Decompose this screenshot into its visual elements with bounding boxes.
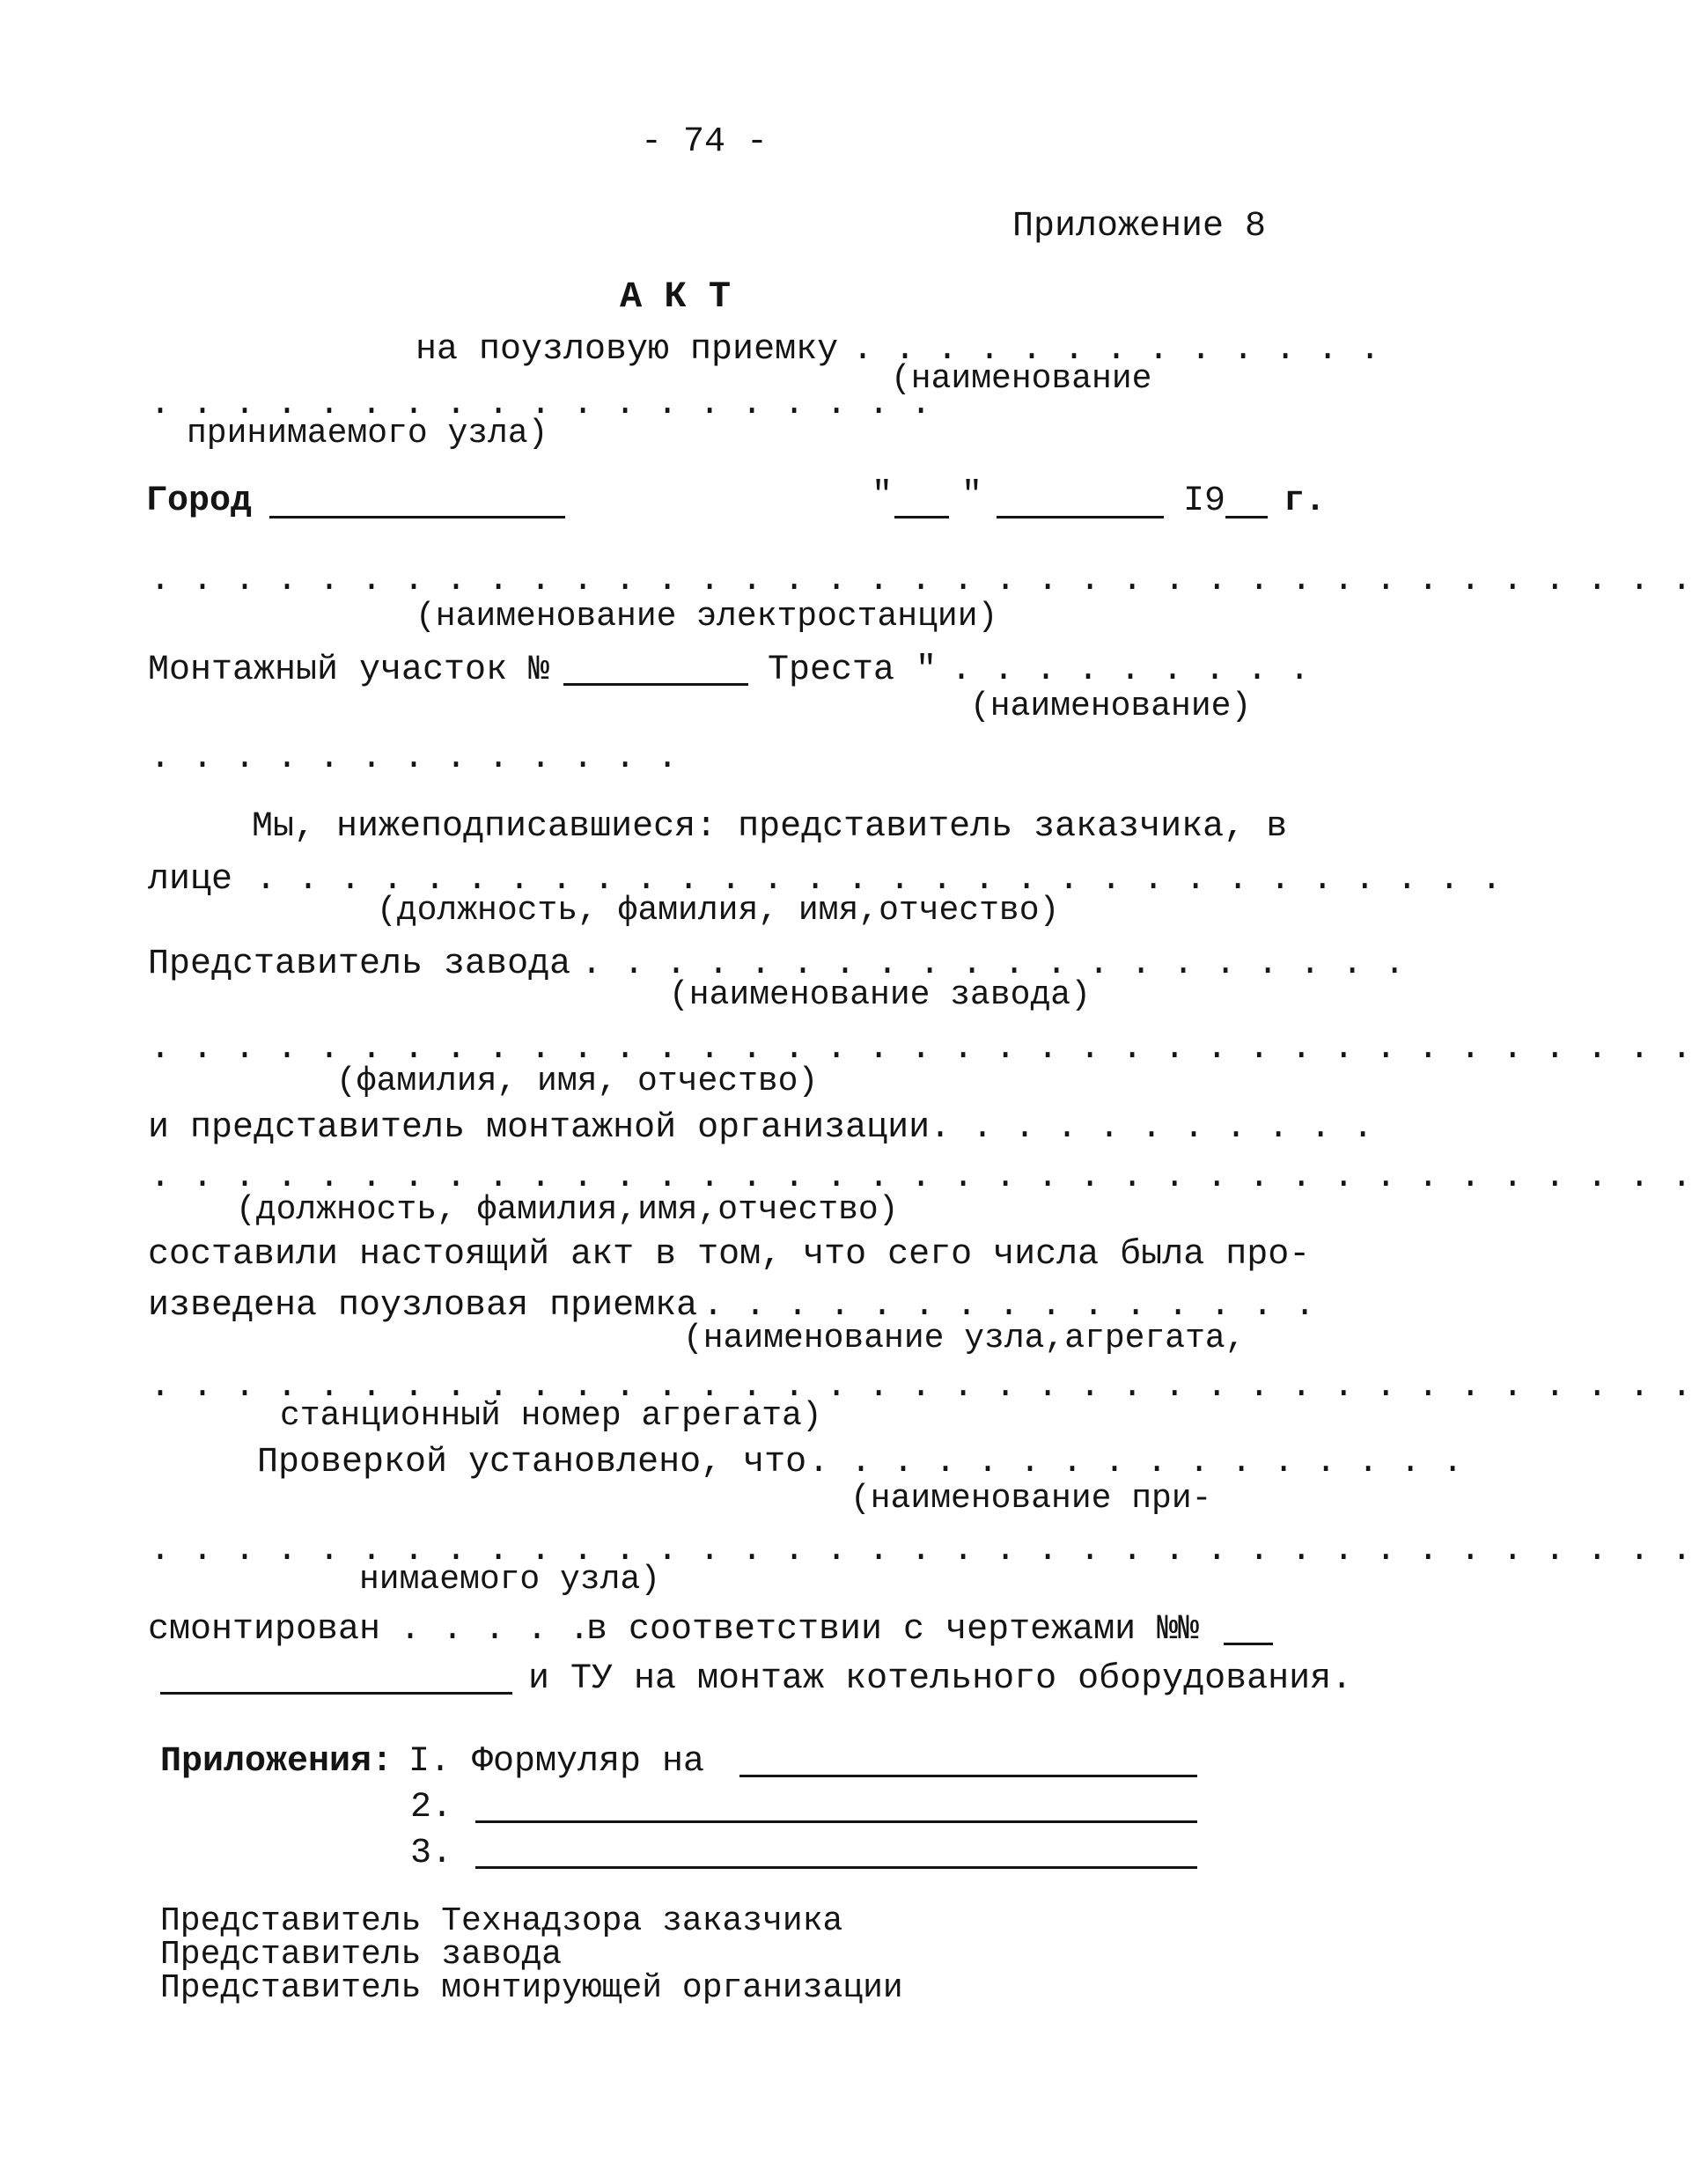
quote-open: " — [872, 476, 894, 516]
hint-unit-aggregate: (наименование узла,агрегата, — [683, 1320, 1246, 1357]
dotted-fill: . . . . . . . . . . . . . — [852, 330, 1381, 370]
attachment-1-label: I. Формуляр на — [408, 1742, 705, 1782]
we-text: Мы, нижеподписавшиеся: представитель заказчика, в — [252, 807, 1288, 847]
drawings-number-field-cont — [160, 1692, 512, 1695]
document-subtitle: на поузловую приемку — [416, 330, 839, 370]
year-suffix: г. — [1284, 482, 1327, 521]
month-field — [997, 516, 1164, 518]
dotted-fill: . . . . . . . . . . . . . . . . . . . . . . . . . . . . . . . . . . . . . — [150, 1531, 1692, 1570]
check-text: Проверкой установлено, что — [257, 1443, 807, 1482]
appendix-label: Приложение 8 — [1012, 207, 1267, 246]
in-person-label: лице — [148, 860, 233, 900]
dotted-fill: . . . . . . . . . . . — [930, 1108, 1374, 1148]
dotted-fill: . . . . . . . . . . . . . . . . . . . . . . . . . . . . . . . . . . . . . — [150, 1158, 1692, 1197]
dotted-fill: . . . . . . . . . — [951, 651, 1311, 690]
drawings-number-field — [1224, 1643, 1273, 1645]
dotted-fill: . . . . . . . . . . . . . . . . . . . — [150, 385, 932, 424]
trust-label: Треста " — [768, 651, 938, 690]
signature-line-1: Представитель Технадзора заказчика — [160, 1902, 843, 1940]
hint-station-number: станционный номер агрегата) — [280, 1397, 822, 1435]
section-number-field — [563, 683, 748, 686]
dotted-fill: . . . . . — [400, 1610, 591, 1650]
dotted-fill: . . . . . . . . . . . . . . . . . . . . . . . . . . . . . . . . . . . . . — [150, 1367, 1692, 1407]
hint-plant: (наименование электростанции) — [416, 598, 998, 636]
hint-accepted-unit-cont: нимаемого узла) — [359, 1561, 661, 1599]
mount-rep-label: и представитель монтажной организации — [148, 1108, 931, 1148]
act-text-line-1: составили настоящий акт в том, что сего числа была про- — [148, 1235, 1311, 1275]
year-field — [1225, 516, 1268, 518]
act-text-line-2: изведена поузловая приемка — [148, 1286, 698, 1326]
city-label: Город — [146, 482, 253, 521]
dotted-fill: . . . . . . . . . . . . . . . . . . . . . . . . . . . . . . . . . . . . . — [150, 561, 1692, 600]
signature-line-2: Представитель завода — [160, 1936, 563, 1974]
hint-name: (наименование) — [970, 688, 1252, 725]
signature-line-3: Представитель монтирующей организации — [160, 1969, 903, 2007]
attachment-3-field — [475, 1866, 1197, 1869]
hint-unit-name: (наименование — [891, 360, 1152, 398]
attachment-3-label: 3. — [410, 1834, 453, 1873]
attachments-label: Приложения: — [160, 1742, 394, 1782]
dotted-fill: . . . . . . . . . . . . . . . . . . . . . . . . . . . . . . — [255, 860, 1503, 900]
document-title: А К Т — [620, 276, 732, 318]
hint-position-fio: (должность, фамилия, имя,отчество) — [377, 892, 1060, 930]
tu-text: и ТУ на монтаж котельного оборудования. — [528, 1659, 1353, 1699]
hint-accepted-unit: (наименование при- — [850, 1480, 1212, 1518]
attachment-1-field — [739, 1775, 1197, 1777]
per-drawings-text: в соответствии с чертежами №№ — [586, 1610, 1200, 1650]
factory-rep-label: Представитель завода — [148, 945, 571, 984]
day-field — [894, 516, 949, 518]
hint-factory: (наименование завода) — [669, 976, 1091, 1014]
hint-unit-name-cont: принимаемого узла) — [187, 415, 548, 452]
quote-close: " — [961, 476, 983, 516]
section-label: Монтажный участок № — [148, 651, 550, 690]
city-field — [269, 516, 565, 518]
mounted-label: смонтирован — [148, 1610, 381, 1650]
dotted-fill: . . . . . . . . . . . . . . . . . . . . . . . . . . . . . . . . . . . . . — [150, 1029, 1692, 1069]
page-number: - 74 - — [641, 122, 769, 162]
hint-position-fio-2: (должность, фамилия,имя,отчество) — [236, 1191, 899, 1229]
dotted-fill: . . . . . . . . . . . . . . . . — [808, 1443, 1464, 1482]
year-prefix: I9 — [1183, 482, 1226, 521]
dotted-fill: . . . . . . . . . . . . . . . . . . . . — [581, 945, 1406, 984]
dotted-fill: . . . . . . . . . . . . . . . — [703, 1286, 1316, 1326]
attachment-2-label: 2. — [410, 1788, 453, 1827]
dotted-fill: . . . . . . . . . . . . . — [150, 739, 679, 778]
hint-fio: (фамилия, имя, отчество) — [336, 1063, 819, 1100]
attachment-2-field — [475, 1820, 1197, 1823]
